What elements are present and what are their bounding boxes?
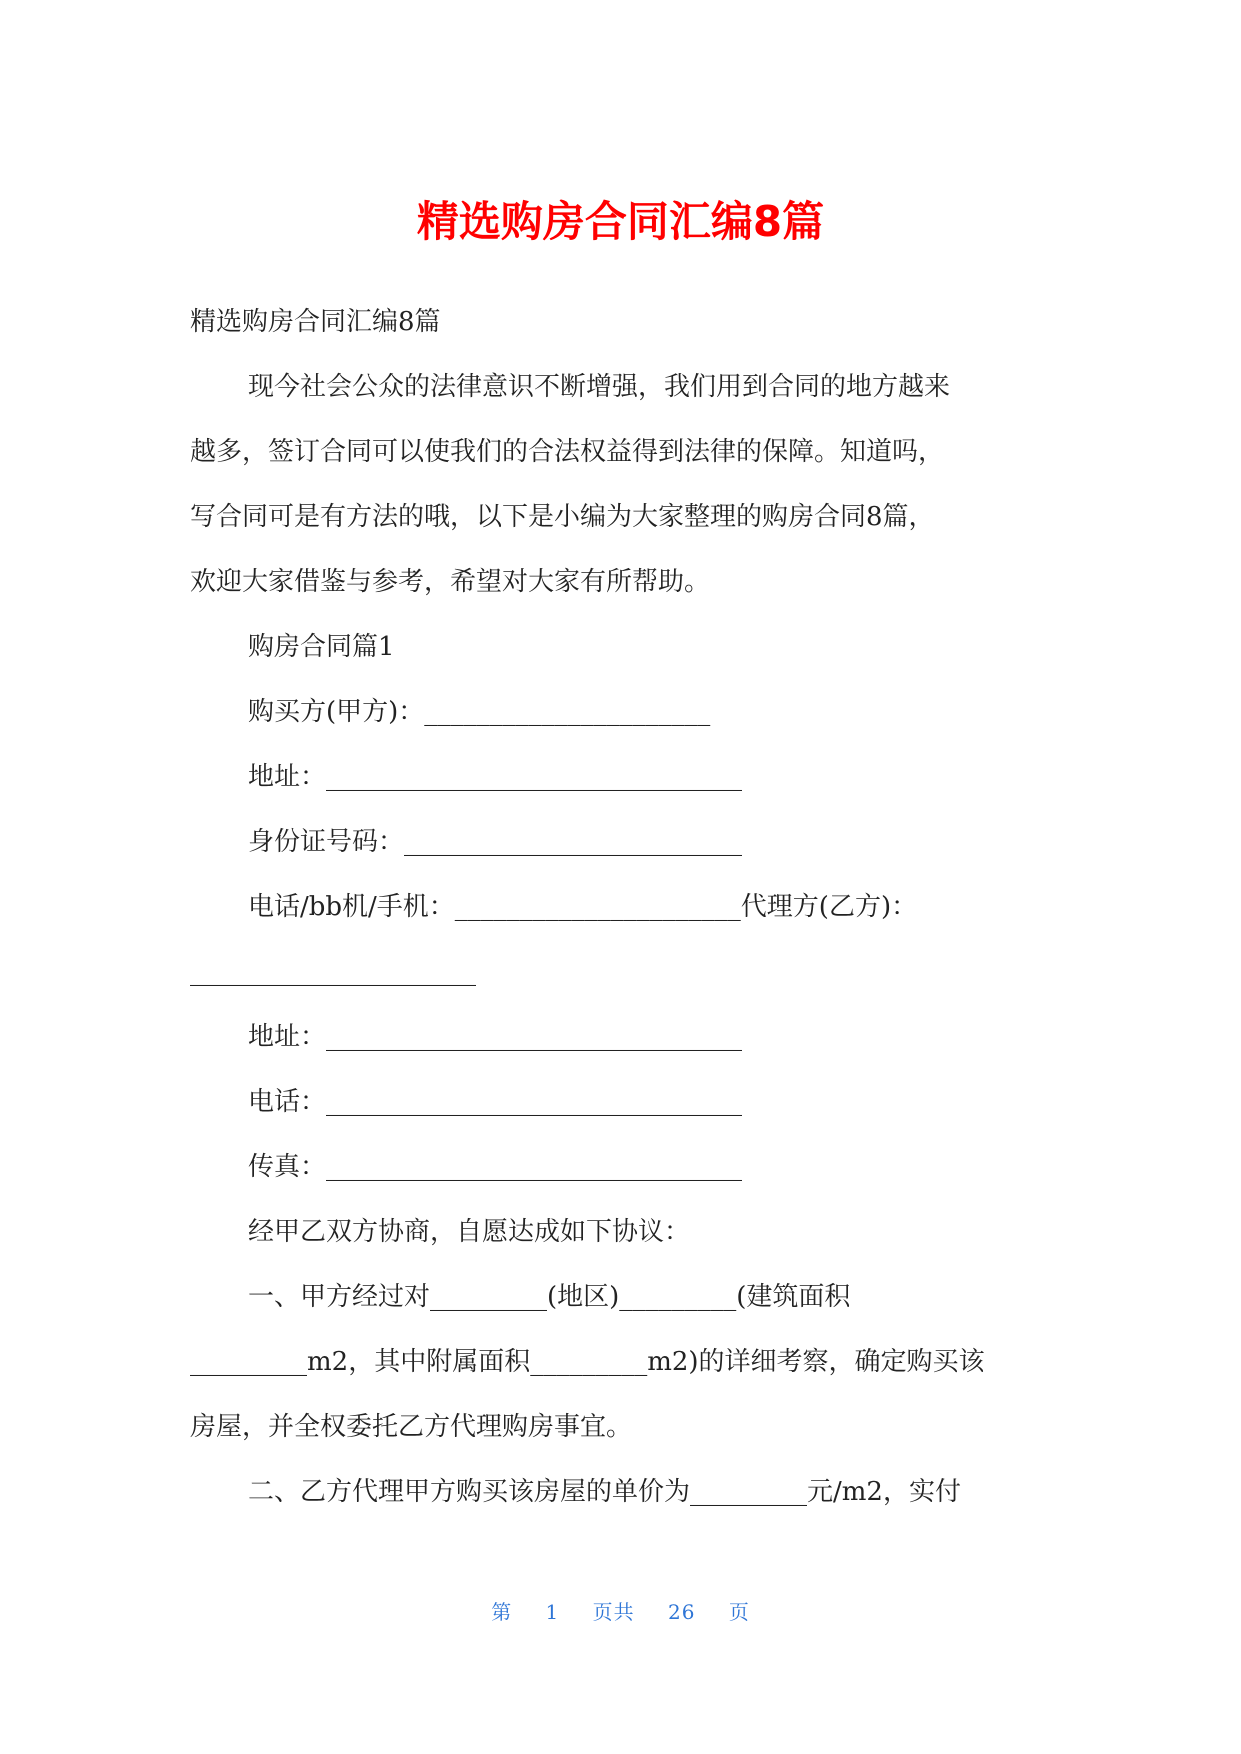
address-field-2: 地址：________________________________: [248, 1022, 743, 1052]
footer-total-pages: 26: [668, 1600, 696, 1624]
clause-2-line-1: 二、乙方代理甲方购买该房屋的单价为_________元/m2，实付: [248, 1477, 961, 1507]
footer-page-number: 1: [545, 1600, 560, 1624]
address-field-1: 地址：________________________________: [248, 762, 743, 792]
intro-line-1: 现今社会公众的法律意识不断增强，我们用到合同的地方越来: [248, 372, 951, 402]
intro-line-4: 欢迎大家借鉴与参考，希望对大家有所帮助。: [190, 567, 711, 597]
section-heading: 购房合同篇1: [248, 632, 395, 662]
clause-1-line-2: _________m2，其中附属面积_________m2)的详细考察，确定购买该: [190, 1347, 985, 1377]
subtitle: 精选购房合同汇编8篇: [190, 307, 441, 337]
footer-label-mid: 页共: [592, 1600, 635, 1624]
intro-line-2: 越多，签订合同可以使我们的合法权益得到法律的保障。知道吗，: [190, 437, 945, 467]
agent-blank-field: ______________________: [190, 957, 476, 987]
footer-label-end: 页: [728, 1600, 750, 1624]
clause-1-line-1: 一、甲方经过对_________(地区)_________(建筑面积: [248, 1282, 851, 1312]
document-body: [190, 290, 1070, 1525]
agreement-intro: 经甲乙双方协商，自愿达成如下协议：: [248, 1217, 691, 1247]
buyer-field: 购买方(甲方)：______________________: [248, 697, 711, 727]
fax-field: 传真：________________________________: [248, 1152, 743, 1182]
footer-label-start: 第: [491, 1600, 513, 1624]
document-title: 精选购房合同汇编8篇: [416, 197, 825, 246]
phone-field: 电话：________________________________: [248, 1087, 743, 1117]
intro-line-3: 写合同可是有方法的哦，以下是小编为大家整理的购房合同8篇，: [190, 502, 935, 532]
phone-agent-field: 电话/bb机/手机：______________________代理方(乙方)：: [248, 892, 918, 922]
clause-1-line-3: 房屋，并全权委托乙方代理购房事宜。: [190, 1412, 633, 1442]
id-number-field: 身份证号码：__________________________: [248, 827, 743, 857]
page-footer: [0, 1596, 1241, 1625]
